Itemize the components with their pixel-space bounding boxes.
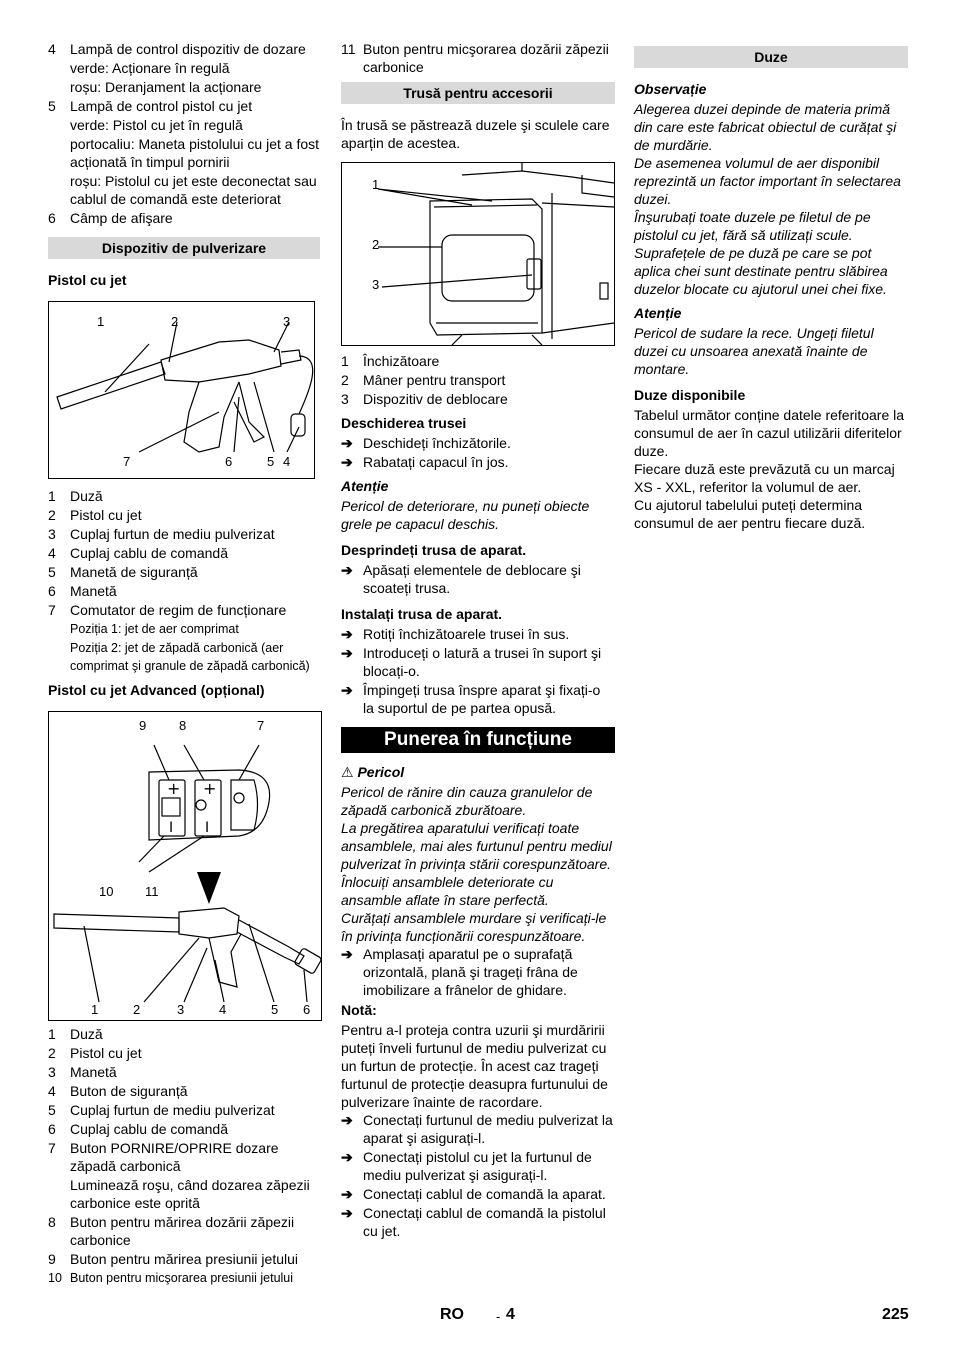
step-text: Împingeți trusa înspre aparat şi fixați-o la suportul de pe partea opusă. xyxy=(363,682,601,716)
item-text: Lampă de control pistol cu jet xyxy=(70,98,253,114)
list-item xyxy=(48,1213,320,1249)
item-number: 10 xyxy=(48,1271,62,1285)
paragraph: La pregătirea aparatului verificați toate ansamblele, mai ales furtunul pentru mediul pulverizat în privința stării corespunzătoare. Înlocuiți ansamblele deteriorate cu ansamble aflate în stare perfectă. xyxy=(341,820,612,908)
spray-gun-parts-list xyxy=(48,487,320,619)
fig1-label-6: 6 xyxy=(225,454,233,469)
list-item xyxy=(48,1139,320,1175)
list-item xyxy=(48,506,320,524)
item-text: Mâner pentru transport xyxy=(363,372,506,388)
item-number: 3 xyxy=(48,526,56,542)
list-item xyxy=(48,1025,320,1043)
item-number: 1 xyxy=(48,1026,56,1042)
item-text: Cuplaj cablu de comandă xyxy=(70,545,228,561)
footer-separator: - xyxy=(496,1309,501,1324)
section-header-nozzles: Duze xyxy=(634,46,908,68)
step-item xyxy=(341,1148,615,1184)
fig2-label-4: 4 xyxy=(219,1002,227,1017)
item-text: Închizătoare xyxy=(363,353,440,369)
item-number: 6 xyxy=(48,1121,56,1137)
list-item-11 xyxy=(341,40,615,76)
accessory-kit-drawing xyxy=(342,163,614,345)
arrow-icon: ➔ xyxy=(341,682,353,698)
item-text: Buton pentru mărirea presiunii jetului xyxy=(70,1251,299,1267)
step-place-device xyxy=(341,945,615,999)
fig2-label-3: 3 xyxy=(177,1002,185,1017)
step-item xyxy=(341,625,615,643)
position-1-text: Poziția 1: jet de aer comprimat xyxy=(70,622,239,636)
list-item xyxy=(48,40,320,58)
item-number: 8 xyxy=(48,1214,56,1230)
paragraph: Tabelul următor conține datele referitoare la consumul de aer în cazul utilizării diferitelor duze. xyxy=(634,407,905,459)
list-item xyxy=(48,1044,320,1062)
step-item xyxy=(341,1185,615,1203)
arrow-icon: ➔ xyxy=(341,626,353,642)
step-item xyxy=(341,434,615,452)
accessory-kit-parts-list xyxy=(341,352,615,408)
list-item xyxy=(48,1120,320,1138)
item-number: 5 xyxy=(48,98,56,114)
list-subitem: Luminează roşu, când dozarea zăpezii carbonice este oprită xyxy=(70,1177,310,1211)
fig1-label-2: 2 xyxy=(171,314,179,329)
fig1-label-7: 7 xyxy=(123,454,131,469)
item-number: 1 xyxy=(48,488,56,504)
available-nozzles-title: Duze disponibile xyxy=(634,387,746,403)
arrow-icon: ➔ xyxy=(341,454,353,470)
paragraph: Curățați ansamblele murdare şi verificați-le în privința funcționării corespunzătoare. xyxy=(341,910,607,944)
paragraph: Cu ajutorul tabelului puteți determina consumul de aer pentru fiecare duză. xyxy=(634,497,866,531)
item-number: 7 xyxy=(48,602,56,618)
list-item xyxy=(48,563,320,581)
figure-accessory-kit xyxy=(341,162,615,346)
install-kit-title: Instalați trusa de aparat. xyxy=(341,606,503,622)
attention-label-nozzles: Atenție xyxy=(634,305,682,321)
list-item xyxy=(48,1101,320,1119)
item-text: Manetă xyxy=(70,1064,117,1080)
advanced-gun-drawing xyxy=(49,712,321,1020)
fig2-label-6: 6 xyxy=(303,1002,311,1017)
item-number: 2 xyxy=(48,1045,56,1061)
step-text: Conectați pistolul cu jet la furtunul de mediu pulverizat şi asigurați-l. xyxy=(363,1149,592,1183)
arrow-icon: ➔ xyxy=(341,1186,353,1202)
item-number: 1 xyxy=(341,353,349,369)
fig2-label-10: 10 xyxy=(99,884,114,899)
section-header-spray-device: Dispozitiv de pulverizare xyxy=(48,237,320,259)
attention-label: Atenție xyxy=(341,478,389,494)
item-number: 5 xyxy=(48,564,56,580)
item-text: Duză xyxy=(70,1026,103,1042)
item-number: 2 xyxy=(341,372,349,388)
list-item xyxy=(48,1250,320,1268)
step-item xyxy=(341,1111,615,1147)
footer-language: RO xyxy=(440,1306,464,1323)
item-text: Duză xyxy=(70,488,103,504)
item-text: Comutator de regim de funcționare xyxy=(70,602,287,618)
item-text: Pistol cu jet xyxy=(70,507,142,523)
item-text: Câmp de afişare xyxy=(70,210,173,226)
fig1-label-1: 1 xyxy=(97,314,105,329)
item-number: 11 xyxy=(341,41,356,57)
arrow-icon: ➔ xyxy=(341,645,353,661)
detach-kit-steps xyxy=(341,561,615,597)
fig2-label-8: 8 xyxy=(179,718,187,733)
column-middle xyxy=(341,40,615,1241)
step-text: Apăsați elementele de deblocare şi scoateți trusa. xyxy=(363,562,581,596)
list-item xyxy=(48,1082,320,1100)
section-title-commissioning: Punerea în funcțiune xyxy=(341,727,615,753)
svg-text:I: I xyxy=(169,820,174,836)
detach-kit-title: Desprindeți trusa de aparat. xyxy=(341,542,527,558)
list-subitem: roșu: Deranjament la acționare xyxy=(70,79,262,95)
attention-text: Pericol de deteriorare, nu puneți obiecte grele pe capacul deschis. xyxy=(341,498,590,532)
item-number: 3 xyxy=(341,391,349,407)
list-item xyxy=(341,352,615,370)
arrow-icon: ➔ xyxy=(341,1205,353,1221)
list-item xyxy=(48,1063,320,1081)
open-kit-title: Deschiderea trusei xyxy=(341,415,467,431)
paragraph: Fiecare duză este prevăzută cu un marcaj XS - XXL, referitor la volumul de aer. xyxy=(634,461,895,495)
arrow-icon: ➔ xyxy=(341,946,353,962)
column-right xyxy=(634,40,908,532)
item-text: Cuplaj cablu de comandă xyxy=(70,1121,228,1137)
item-text: Cuplaj furtun de mediu pulverizat xyxy=(70,526,275,542)
item-text: Pistol cu jet xyxy=(70,1045,142,1061)
step-text: Conectați cablul de comandă la aparat. xyxy=(363,1186,606,1202)
step-text: Amplasați aparatul pe o suprafață orizontală, plană şi trageți frâna de imobilizare a frânelor de ghidare. xyxy=(363,946,578,998)
fig3-label-2: 2 xyxy=(372,237,380,252)
attention-text-nozzles: Pericol de sudare la rece. Ungeți filetul duzei cu unsoarea anexată înainte de montare. xyxy=(634,325,874,377)
paragraph: Alegerea duzei depinde de materia primă din care este fabricat obiectul de curățat şi de murdărie. xyxy=(634,101,897,153)
list-item xyxy=(48,1269,320,1287)
danger-heading xyxy=(341,763,615,781)
item-number: 4 xyxy=(48,41,56,57)
fig2-label-5: 5 xyxy=(271,1002,279,1017)
list-item xyxy=(48,525,320,543)
item-text: Buton pentru mărirea dozării zăpezii carbonice xyxy=(70,1214,295,1248)
fig2-label-2: 2 xyxy=(133,1002,141,1017)
item-text: Cuplaj furtun de mediu pulverizat xyxy=(70,1102,275,1118)
item-text: Lampă de control dispozitiv de dozare xyxy=(70,41,306,57)
list-subitem: verde: Acționare în regulă xyxy=(70,60,230,76)
observation-label: Observație xyxy=(634,81,707,97)
list-subitem: roșu: Pistolul cu jet este deconectat sau cablul de comandă este deteriorat xyxy=(70,173,317,207)
step-item xyxy=(341,561,615,597)
step-text: Deschideți închizătorile. xyxy=(363,435,511,451)
paragraph: De asemenea volumul de aer disponibil reprezintă un factor important în selectarea duzei. xyxy=(634,155,901,207)
item-number: 2 xyxy=(48,507,56,523)
list-subitem: portocaliu: Maneta pistolului cu jet a fost acționată în timpul pornirii xyxy=(70,136,320,170)
step-text: Rotiți închizătoarele trusei în sus. xyxy=(363,626,570,642)
spray-gun-drawing xyxy=(49,302,314,478)
figure-spray-gun xyxy=(48,301,315,479)
item-number: 3 xyxy=(48,1064,56,1080)
position-2-text: Poziția 2: jet de zăpadă carbonică (aer comprimat şi granule de zăpadă carbonică) xyxy=(70,641,310,673)
arrow-icon: ➔ xyxy=(341,562,353,578)
step-text: Conectați cablul de comandă la pistolul cu jet. xyxy=(363,1205,606,1239)
svg-text:+: + xyxy=(203,779,217,798)
open-kit-steps xyxy=(341,434,615,471)
fig1-label-4: 4 xyxy=(283,454,291,469)
step-text: Conectați furtunul de mediu pulverizat la aparat şi asigurați-l. xyxy=(363,1112,613,1146)
list-item xyxy=(48,209,320,227)
install-kit-steps xyxy=(341,625,615,717)
list-item xyxy=(48,544,320,562)
advanced-gun-parts-list xyxy=(48,1025,320,1287)
item-number: 5 xyxy=(48,1102,56,1118)
list-item xyxy=(48,487,320,505)
fig2-label-11: 11 xyxy=(145,884,159,899)
item-number: 4 xyxy=(48,1083,56,1099)
observation-text xyxy=(634,100,908,298)
fig2-label-7: 7 xyxy=(257,718,265,733)
step-item xyxy=(341,453,615,471)
subtitle-spray-gun: Pistol cu jet xyxy=(48,272,127,288)
fig3-label-3: 3 xyxy=(372,277,380,292)
fig1-label-5: 5 xyxy=(267,454,275,469)
item-text: Buton pentru micşorarea dozării zăpezii carbonice xyxy=(363,41,609,75)
item-number: 6 xyxy=(48,210,56,226)
item-text: Manetă xyxy=(70,583,117,599)
subtitle-advanced-gun: Pistol cu jet Advanced (opțional) xyxy=(48,682,265,698)
paragraph: Înşurubați toate duzele pe filetul de pe pistolul cu jet, fără să utilizați scule. Suprafețele de pe duză pe care se pot aplica chei sunt destinate pentru slăbirea duzelor blocate cu ajutorul unei chei fixe. xyxy=(634,209,888,297)
fig2-label-9: 9 xyxy=(139,718,147,733)
connect-steps xyxy=(341,1111,615,1240)
step-item xyxy=(341,644,615,680)
available-nozzles-text xyxy=(634,406,908,532)
control-lamps-list xyxy=(48,40,320,227)
item-number: 6 xyxy=(48,583,56,599)
footer-page-local: 4 xyxy=(506,1306,515,1323)
fig1-label-3: 3 xyxy=(283,314,291,329)
danger-text xyxy=(341,783,615,945)
svg-text:I: I xyxy=(205,820,210,836)
fig3-label-1: 1 xyxy=(372,177,380,192)
paragraph: Pericol de rănire din cauza granulelor de zăpadă carbonică zburătoare. xyxy=(341,784,593,818)
step-item xyxy=(341,681,615,717)
column-left xyxy=(48,40,320,1288)
arrow-icon: ➔ xyxy=(341,1112,353,1128)
figure-advanced-gun xyxy=(48,711,322,1021)
item-number: 7 xyxy=(48,1140,56,1156)
list-subitem: verde: Pistol cu jet în regulă xyxy=(70,117,243,133)
note-text: Pentru a-l proteja contra uzurii şi murdăririi puteți înveli furtunul de mediu pulverizat cu un furtun de protecție. În acest caz trageți furtunul de protecție deasupra furtunului de pulverizare înainte de racordare. xyxy=(341,1022,608,1110)
item-number: 4 xyxy=(48,545,56,561)
arrow-icon: ➔ xyxy=(341,435,353,451)
item-text: Manetă de siguranță xyxy=(70,564,198,580)
note-label: Notă: xyxy=(341,1002,377,1018)
footer-page-number: 225 xyxy=(882,1306,909,1323)
section-header-accessory-kit: Trusă pentru accesorii xyxy=(341,82,615,104)
svg-text:+: + xyxy=(167,779,181,798)
item-text: Buton pentru micşorarea presiunii jetului xyxy=(70,1271,294,1285)
item-text: Buton PORNIRE/OPRIRE dozare zăpadă carbonică xyxy=(70,1140,279,1174)
list-item xyxy=(48,97,320,115)
item-text: Dispozitiv de deblocare xyxy=(363,391,508,407)
item-number: 9 xyxy=(48,1251,56,1267)
kit-intro: În trusă se păstrează duzele şi sculele care aparțin de acestea. xyxy=(341,117,610,151)
list-item xyxy=(341,371,615,389)
warning-triangle-icon: ⚠ xyxy=(341,764,354,780)
list-item xyxy=(48,582,320,600)
fig2-label-1: 1 xyxy=(91,1002,99,1017)
step-item xyxy=(341,1204,615,1240)
list-item xyxy=(48,601,320,619)
arrow-icon: ➔ xyxy=(341,1149,353,1165)
step-text: Rabatați capacul în jos. xyxy=(363,454,509,470)
danger-label: Pericol xyxy=(357,764,405,780)
step-text: Introduceți o latură a trusei în suport şi blocați-o. xyxy=(363,645,602,679)
list-item xyxy=(341,390,615,408)
item-text: Buton de siguranță xyxy=(70,1083,188,1099)
